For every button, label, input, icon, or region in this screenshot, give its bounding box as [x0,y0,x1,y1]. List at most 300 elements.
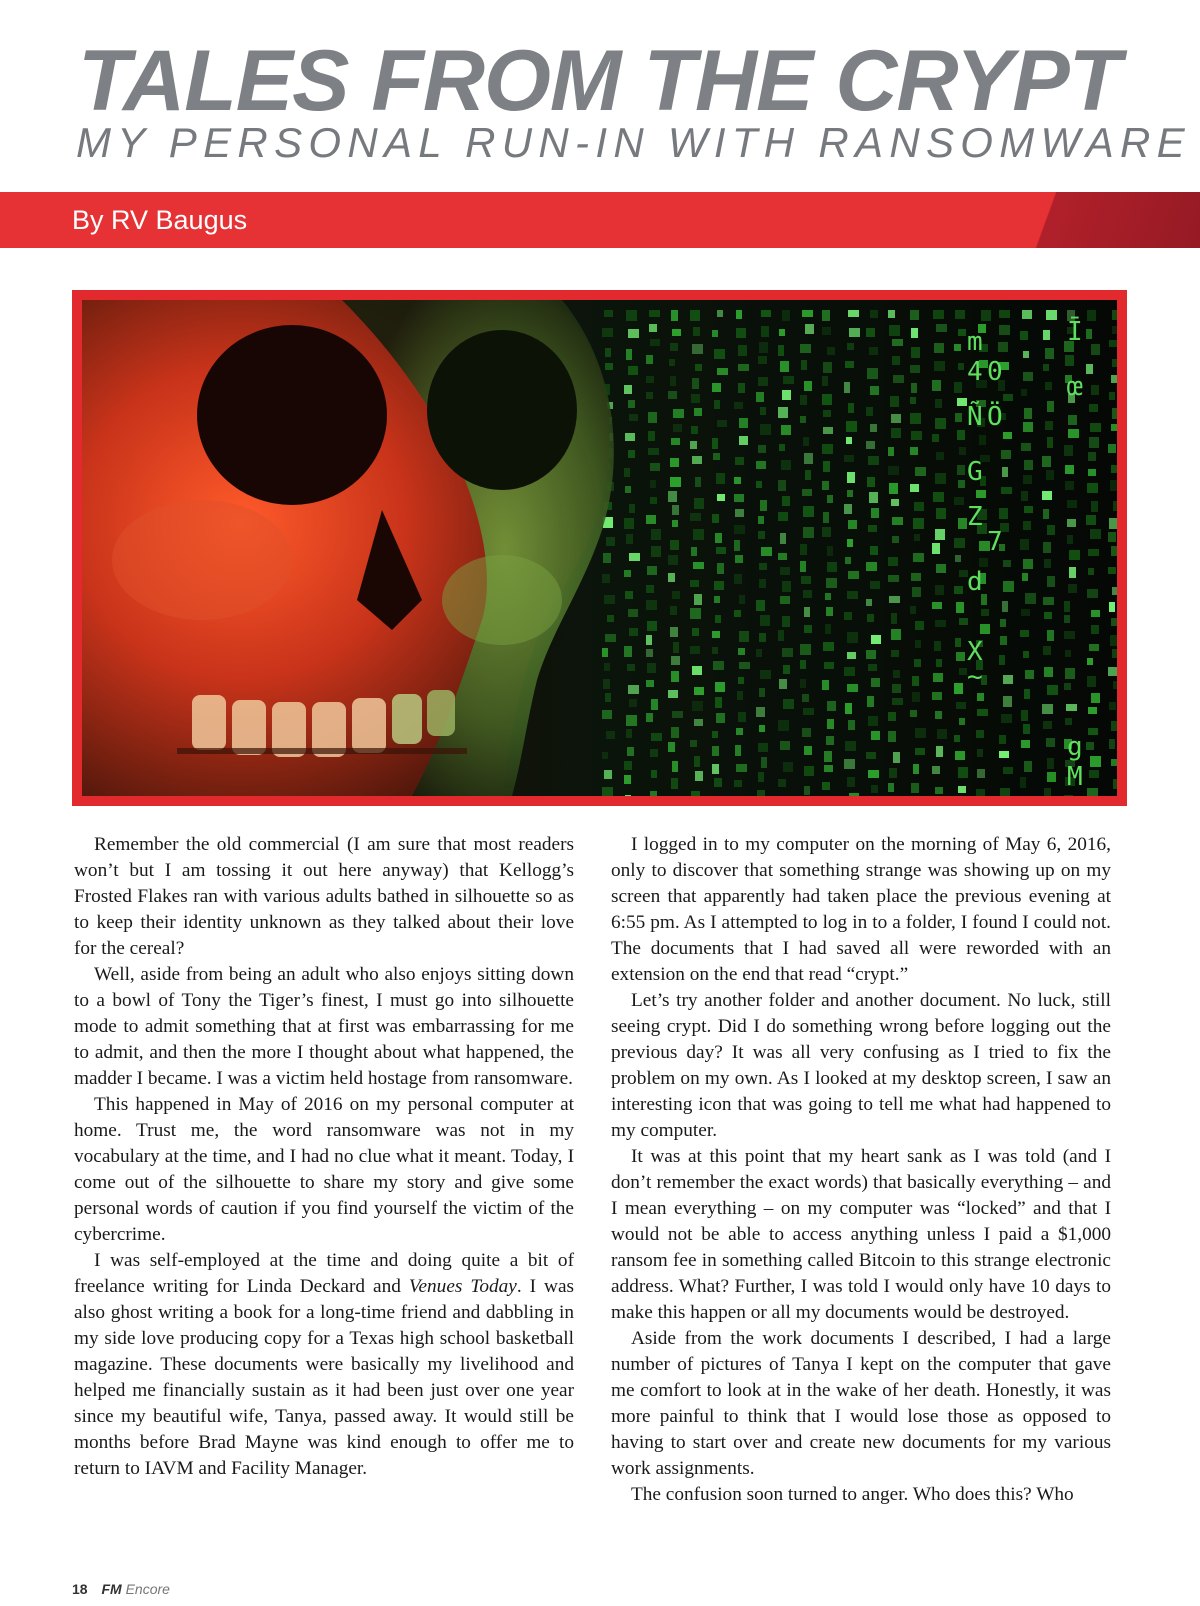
code-glyph [954,344,961,351]
code-glyph [1003,581,1014,592]
code-glyph [893,752,900,763]
code-glyph [847,472,855,483]
code-glyph [1042,456,1051,467]
code-glyph [981,310,991,321]
code-glyph [822,527,831,537]
code-glyph [1086,742,1094,750]
code-glyph [672,591,680,599]
code-glyph [866,752,876,759]
code-glyph [758,445,766,453]
code-glyph [803,527,814,538]
code-glyph [646,600,657,610]
code-glyph [602,710,612,719]
code-glyph [1044,559,1051,568]
code-glyph [694,719,703,726]
code-glyph [625,486,631,493]
code-glyph [734,780,742,787]
code-glyph [629,699,637,707]
code-glyph [1045,382,1052,390]
code-glyph [1111,759,1117,766]
code-glyph [736,310,742,319]
code-glyph [868,456,879,465]
code-glyph [804,625,812,633]
code-glyph [693,562,704,569]
code-glyph [915,748,925,755]
code-glyph [673,642,679,653]
glyph-o: Ö [987,402,1003,432]
code-glyph [954,382,962,393]
code-glyph [868,664,877,671]
code-glyph [625,591,633,599]
code-glyph [891,629,901,640]
code-glyph [845,703,852,714]
headline-subtitle: MY PERSONAL RUN-IN WITH RANSOMWARE [76,119,1191,166]
code-glyph [647,621,657,631]
magazine-name: FM [101,1581,122,1597]
code-glyph [823,362,832,373]
code-glyph [889,325,900,336]
code-glyph [889,596,900,603]
paragraph: Well, aside from being an adult who also enjoys sitting down to a bowl of Tony the Tiger’s finest, I must go into silhouette mode to admit something that at first was embarrassing for me to admit, and then the more I thought about what happened, the madder I became. I was a victim held hostage from ransomware. [74,964,574,1089]
code-glyph [646,376,654,383]
code-glyph [1089,770,1099,778]
code-glyph [1109,518,1117,529]
code-glyph [717,310,723,317]
code-glyph [867,368,878,379]
code-glyph [650,497,657,504]
code-glyph [670,343,678,351]
code-glyph [668,555,678,565]
code-glyph [955,310,965,319]
code-glyph [935,473,946,484]
glyph-m2: M [1067,762,1083,792]
code-glyph [1112,587,1117,595]
code-glyph [911,347,920,358]
code-glyph [932,692,942,700]
code-glyph [756,392,764,402]
code-glyph [977,709,988,716]
code-glyph [1003,394,1013,401]
code-glyph [669,359,675,366]
code-glyph [891,428,901,438]
code-glyph [646,515,656,524]
code-glyph [671,310,678,321]
code-glyph [892,684,901,693]
code-glyph [650,463,660,471]
code-glyph [782,648,793,657]
code-glyph [870,546,878,555]
code-glyph [629,553,640,561]
code-glyph [800,644,811,655]
code-glyph [1043,330,1050,340]
code-glyph [782,310,790,321]
code-glyph [651,699,658,710]
code-glyph [715,697,722,708]
code-glyph [866,407,873,416]
code-glyph [1088,469,1096,476]
code-glyph [780,741,790,750]
code-glyph [847,632,858,643]
code-glyph [800,660,806,669]
code-glyph [1065,718,1072,725]
code-glyph [1023,422,1033,432]
code-glyph [937,729,947,739]
code-glyph [959,447,966,455]
code-glyph [800,561,806,572]
code-glyph [782,496,790,506]
code-glyph [734,402,743,409]
code-glyph [1108,444,1116,453]
code-glyph [888,447,894,456]
code-glyph [1047,772,1056,782]
code-glyph [780,533,786,544]
code-glyph [1065,668,1075,679]
glyph-n: Ñ [967,402,983,432]
code-glyph [822,481,829,490]
code-glyph [958,329,966,336]
code-glyph [1091,385,1099,395]
code-glyph [1045,348,1054,359]
code-glyph [739,595,745,604]
code-glyph [910,310,919,320]
code-glyph [604,595,615,604]
code-glyph [999,310,1010,318]
code-glyph [739,436,748,445]
code-glyph [823,427,833,434]
code-glyph [1043,364,1049,371]
code-glyph [911,573,921,581]
code-glyph [1046,310,1057,320]
code-glyph [1111,546,1117,556]
code-glyph [976,730,984,738]
code-glyph [759,342,768,353]
code-glyph [1086,364,1093,374]
code-glyph [607,615,614,622]
code-glyph [628,366,638,375]
code-glyph [914,659,921,667]
code-glyph [1112,359,1117,367]
code-glyph [822,327,831,335]
code-glyph [1111,721,1117,731]
code-glyph [715,682,725,692]
code-glyph [955,751,965,760]
code-glyph [827,719,834,729]
code-glyph [692,628,699,636]
code-glyph [759,579,766,588]
code-glyph [959,668,967,675]
code-glyph [670,540,679,550]
code-glyph [735,555,743,563]
code-glyph [1113,779,1117,789]
code-glyph [1003,560,1011,567]
code-glyph [848,520,857,529]
code-glyph [999,508,1008,519]
code-glyph [756,481,762,488]
code-glyph [605,634,616,642]
code-glyph [778,345,784,356]
code-glyph [847,490,853,497]
code-glyph [713,661,724,670]
code-glyph [694,408,702,416]
code-glyph [646,635,652,645]
code-glyph [1020,630,1029,637]
code-glyph [1000,619,1006,627]
code-glyph [1066,704,1077,711]
code-glyph [1088,549,1099,556]
code-glyph [1068,415,1077,425]
code-glyph [1088,452,1096,461]
code-glyph [871,678,880,687]
code-glyph [915,728,926,738]
code-glyph [910,447,918,455]
code-glyph [781,425,791,435]
code-glyph [1064,683,1071,690]
code-glyph [1091,610,1100,617]
code-glyph [756,600,765,611]
code-glyph [694,594,702,605]
code-glyph [868,770,879,778]
code-glyph [712,647,718,654]
code-glyph [979,435,986,445]
code-glyph [804,746,812,755]
code-glyph [958,767,968,778]
code-glyph [691,394,700,403]
code-glyph [650,339,660,346]
code-glyph [781,460,791,470]
code-glyph [870,581,880,589]
code-glyph [783,762,793,772]
code-glyph [871,785,878,793]
code-glyph [672,761,678,772]
code-glyph [1043,509,1049,519]
code-glyph [756,649,762,657]
code-glyph [870,310,878,318]
code-glyph [778,720,789,731]
code-glyph [870,386,879,395]
code-glyph [712,764,719,774]
code-glyph [1001,487,1012,494]
code-glyph [646,392,653,399]
code-glyph [1023,559,1033,569]
code-glyph [1089,644,1099,651]
code-glyph [1043,721,1052,729]
code-glyph [690,310,700,321]
code-glyph [602,648,608,657]
code-glyph [603,679,610,689]
code-glyph [827,562,837,572]
code-glyph [893,670,900,678]
code-glyph [999,735,1006,744]
code-glyph [888,731,896,742]
code-glyph [825,624,831,634]
code-glyph [866,650,876,659]
code-glyph [1087,589,1098,598]
code-glyph [604,663,610,671]
code-glyph [670,376,676,386]
code-glyph [604,310,613,317]
code-glyph [778,512,788,521]
code-glyph [976,789,985,796]
code-glyph [650,749,658,757]
code-glyph [605,348,611,357]
code-glyph [670,606,677,615]
code-glyph [844,759,855,769]
code-glyph [648,412,657,423]
code-glyph [827,347,835,355]
paragraph-text: . I was also ghost writing a book for a long-time friend and dabbling in my side love producing copy for a Texas high school basketball magazine. These documents were basically my livelihood and helped me financially sustain as it had been just over one year since my beautiful wife, Tanya, passed away. It would still be months before Brad Mayne was kind enough to offer me to return to IAVM and Facility Manager. [74,1276,575,1479]
code-glyph [976,490,986,498]
code-glyph [936,324,947,332]
code-glyph [628,685,639,694]
code-glyph [803,506,814,517]
code-glyph [651,529,661,540]
code-glyph [779,679,787,689]
code-glyph [1025,670,1034,679]
code-glyph [1024,460,1033,470]
code-glyph [866,599,872,606]
code-glyph [716,547,726,554]
code-glyph [1109,602,1115,612]
code-glyph [935,711,942,719]
code-glyph [915,621,924,630]
code-glyph [624,518,634,529]
code-glyph [1089,404,1098,412]
code-glyph [848,403,854,413]
code-glyph [914,534,920,541]
paragraph: Aside from the work documents I described, I had a large number of pictures of Tanya I kept on the computer that gave me comfort to look at in the wake of her death. Honestly, it was more painful to think that I would lose those as opposed to having to start over and create new documents for my various work assignments. [611,1328,1111,1479]
code-glyph [692,666,702,675]
code-glyph [778,480,786,491]
code-glyph [911,431,922,440]
code-glyph [1002,601,1008,612]
code-glyph [1024,506,1033,513]
code-glyph [734,540,740,551]
glyph-d: d [967,567,983,597]
code-glyph [888,783,894,792]
code-glyph [827,495,833,503]
code-glyph [977,749,983,757]
code-glyph [954,683,963,694]
code-glyph [626,534,633,544]
code-glyph [668,573,675,582]
code-glyph [1024,689,1030,699]
code-glyph [936,746,943,757]
code-glyph [646,680,654,687]
code-glyph [822,376,828,386]
code-glyph [804,786,810,795]
code-glyph [671,671,679,682]
code-glyph [628,609,638,617]
code-glyph [668,742,675,752]
code-glyph [1067,500,1077,508]
code-glyph [782,581,791,592]
code-glyph [602,328,613,337]
code-glyph [1064,445,1073,456]
code-glyph [915,467,926,476]
code-glyph [935,585,944,595]
code-glyph [670,458,679,467]
code-glyph [738,648,745,655]
code-glyph [624,570,631,577]
paragraph-text: I was self-employed at the time and doing quite a bit of freelance writing for Linda Deckard and [74,1250,574,1297]
code-glyph [734,494,744,502]
code-glyph [734,477,741,484]
code-glyph [935,620,946,627]
code-glyph [932,543,940,554]
glyph-x: X [967,637,983,667]
article-column-left [74,832,574,1482]
code-glyph [866,328,875,337]
code-glyph [936,452,944,460]
code-glyph [695,771,703,781]
glyph-4: 4 [967,357,983,387]
code-glyph [1044,667,1053,677]
code-glyph [1020,777,1026,788]
code-glyph [646,713,653,722]
code-glyph [871,731,880,740]
hero-image-frame [72,290,1127,806]
code-glyph [1043,597,1054,605]
code-glyph [890,396,899,407]
code-glyph [958,480,965,488]
code-glyph [913,553,924,562]
code-glyph [825,593,831,600]
glyph-i: Ī [1067,317,1083,347]
code-glyph [690,513,701,521]
code-glyph [1000,788,1010,796]
code-glyph [780,567,790,575]
code-glyph [717,420,727,427]
code-glyph [888,466,899,475]
code-glyph [911,328,918,338]
code-glyph [847,684,858,692]
code-glyph [1112,649,1117,658]
code-glyph [867,614,874,622]
code-glyph [959,618,968,625]
code-glyph [804,453,813,464]
code-glyph [760,500,767,511]
code-glyph [648,431,655,441]
code-glyph [624,385,632,394]
code-glyph [847,777,855,787]
code-glyph [1068,429,1079,438]
code-glyph [802,694,809,702]
code-glyph [647,566,657,575]
code-glyph [782,390,791,400]
code-glyph [712,631,720,638]
code-glyph [670,477,681,487]
code-glyph [758,531,765,539]
code-glyph [695,364,702,371]
code-glyph [935,399,942,408]
code-glyph [758,516,764,524]
code-glyph [1047,576,1055,587]
code-glyph [757,790,765,796]
code-glyph [1022,573,1028,581]
code-glyph [910,413,921,424]
code-glyph [1003,767,1013,774]
code-glyph [734,610,741,617]
code-glyph [1047,437,1053,448]
code-glyph [954,497,964,505]
code-glyph [736,764,747,772]
code-glyph [1000,636,1007,645]
code-glyph [628,450,635,458]
code-glyph [826,736,834,745]
glyph-g: G [967,457,983,487]
code-glyph [1047,525,1055,535]
code-glyph [717,494,725,501]
